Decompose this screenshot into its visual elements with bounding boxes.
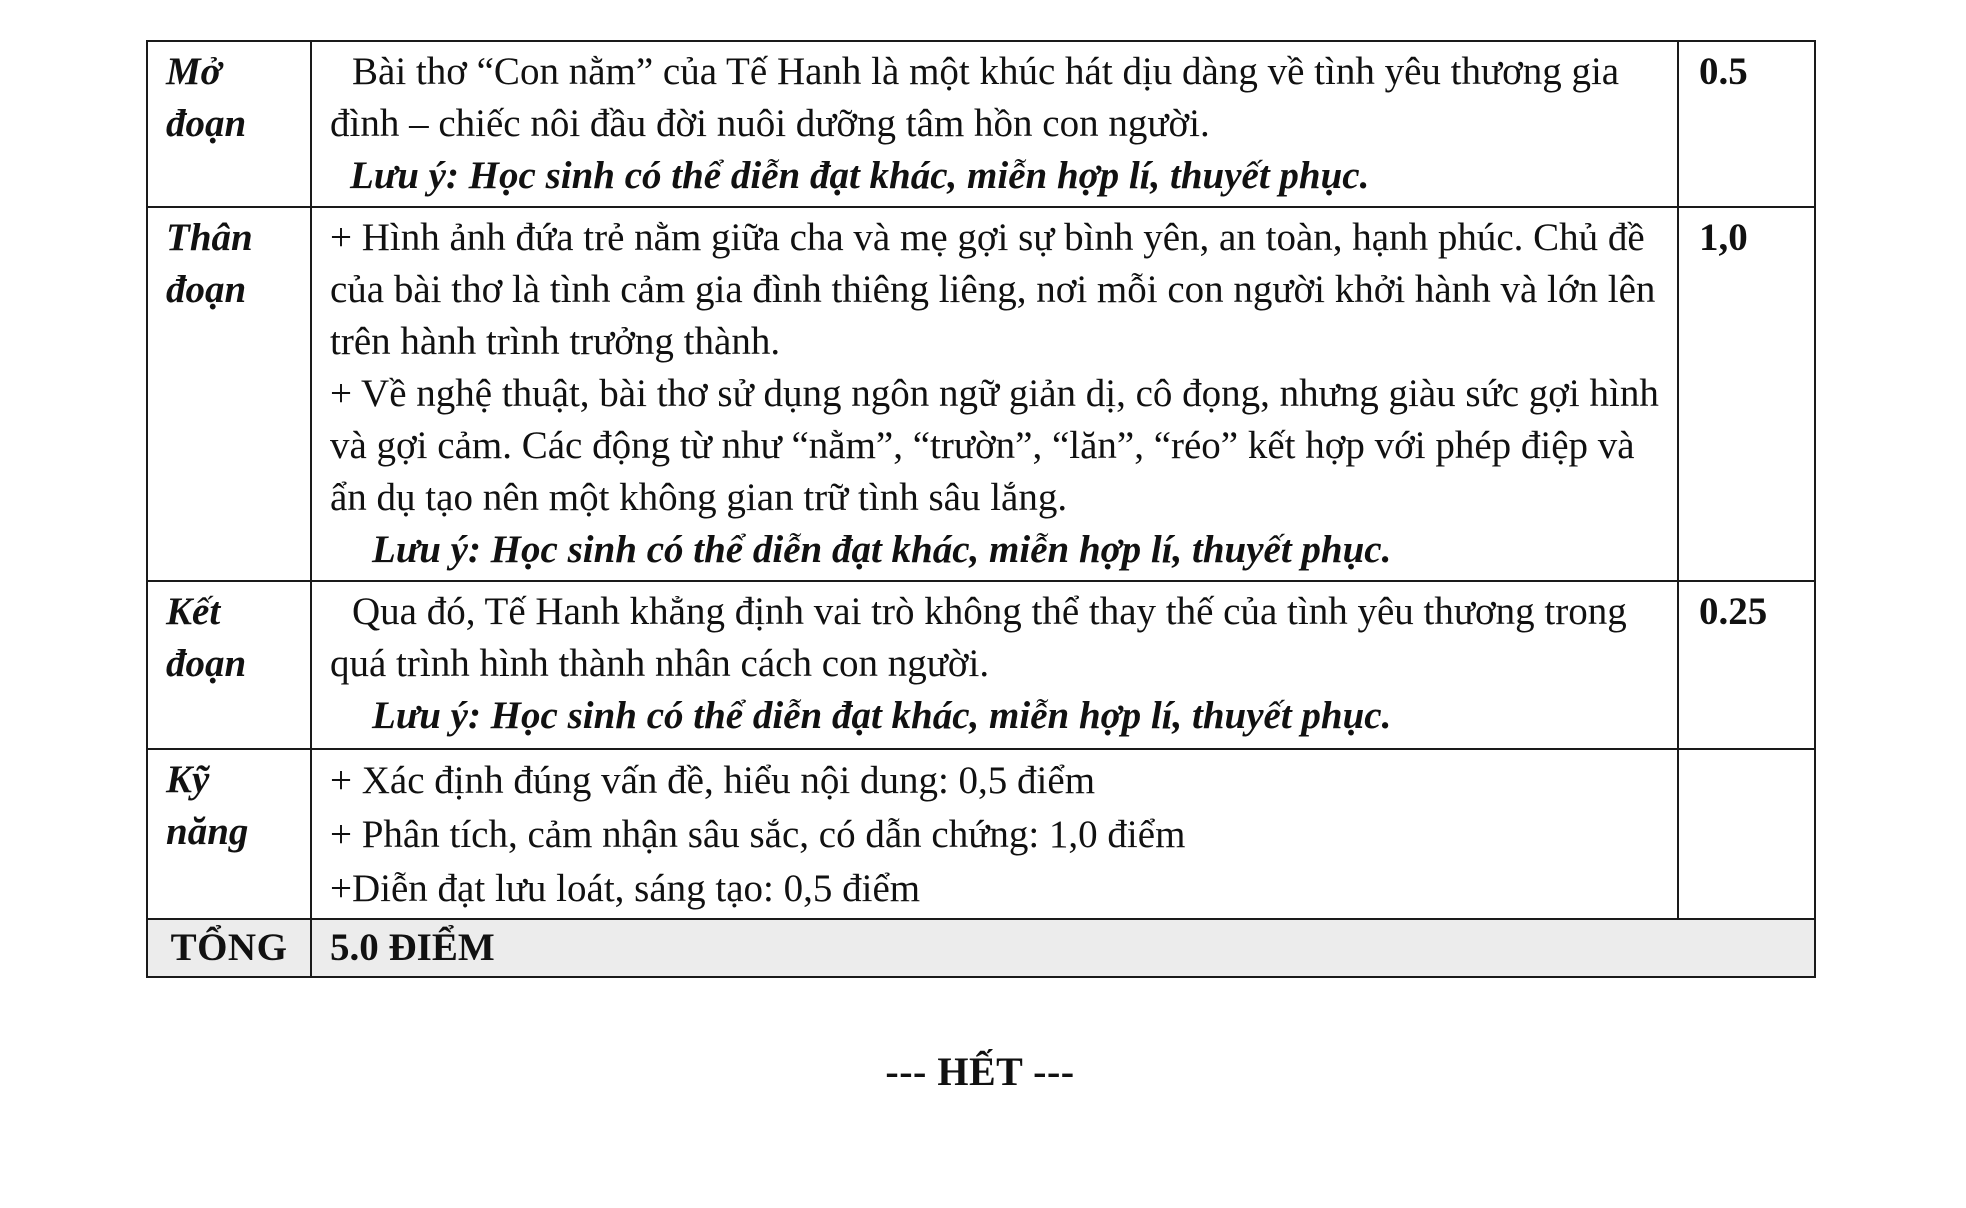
score-ky-nang [1678,749,1815,919]
table-row-ket-doan [147,581,1815,749]
row-content-ky-nang [311,749,1678,919]
than-doan-point-1: + Hình ảnh đứa trẻ nằm giữa cha và mẹ gợi sự bình yên, an toàn, hạnh phúc. Chủ đề của bài thơ là tình cảm gia đình thiêng liêng, nơi mỗi con người khởi hành và lớn lên trên hành trình trưởng thành. [330,216,1656,363]
ket-doan-text: Qua đó, Tế Hanh khẳng định vai trò không thể thay thế của tình yêu thương trong quá trình hình thành nhân cách con người. [330,590,1627,685]
ky-nang-item: + Xác định đúng vấn đề, hiểu nội dung: 0,5 điểm [330,759,1096,802]
row-label-ket-doan: Kết đoạn [147,581,311,749]
table-row-mo-doan [147,41,1815,207]
row-label-ky-nang: Kỹ năng [147,749,311,919]
score-than-doan: 1,0 [1678,207,1815,581]
than-doan-note: Lưu ý: Học sinh có thể diễn đạt khác, miễn hợp lí, thuyết phục. [372,528,1392,571]
than-doan-point-2: + Về nghệ thuật, bài thơ sử dụng ngôn ngữ giản dị, cô đọng, nhưng giàu sức gợi hình và gợi cảm. Các động từ như “nằm”, “trườn”, “lăn”, “réo” kết hợp với phép điệp và ẩn dụ tạo nên một không gian trữ tình sâu lắng. [330,372,1659,519]
ky-nang-item: +Diễn đạt lưu loát, sáng tạo: 0,5 điểm [330,867,921,910]
rubric-table [146,40,1816,978]
ket-doan-note: Lưu ý: Học sinh có thể diễn đạt khác, miễn hợp lí, thuyết phục. [372,694,1392,737]
mo-doan-note: Lưu ý: Học sinh có thể diễn đạt khác, miễn hợp lí, thuyết phục. [350,154,1370,197]
mo-doan-text: Bài thơ “Con nằm” của Tế Hanh là một khúc hát dịu dàng về tình yêu thương gia đình – chiếc nôi đầu đời nuôi dưỡng tâm hồn con người. [330,50,1620,145]
end-mark: --- HẾT --- [885,1049,1075,1094]
row-label-mo-doan: Mở đoạn [147,41,311,207]
row-content-mo-doan [311,41,1678,207]
ky-nang-item: + Phân tích, cảm nhận sâu sắc, có dẫn chứng: 1,0 điểm [330,813,1186,856]
row-content-than-doan [311,207,1678,581]
total-label: TỔNG [147,919,311,977]
table-row-than-doan [147,207,1815,581]
row-content-ket-doan [311,581,1678,749]
row-label-than-doan: Thân đoạn [147,207,311,581]
table-row-ky-nang [147,749,1815,919]
total-value: 5.0 ĐIỂM [311,919,1815,977]
score-mo-doan: 0.5 [1678,41,1815,207]
table-row-total [147,919,1815,977]
score-ket-doan: 0.25 [1678,581,1815,749]
